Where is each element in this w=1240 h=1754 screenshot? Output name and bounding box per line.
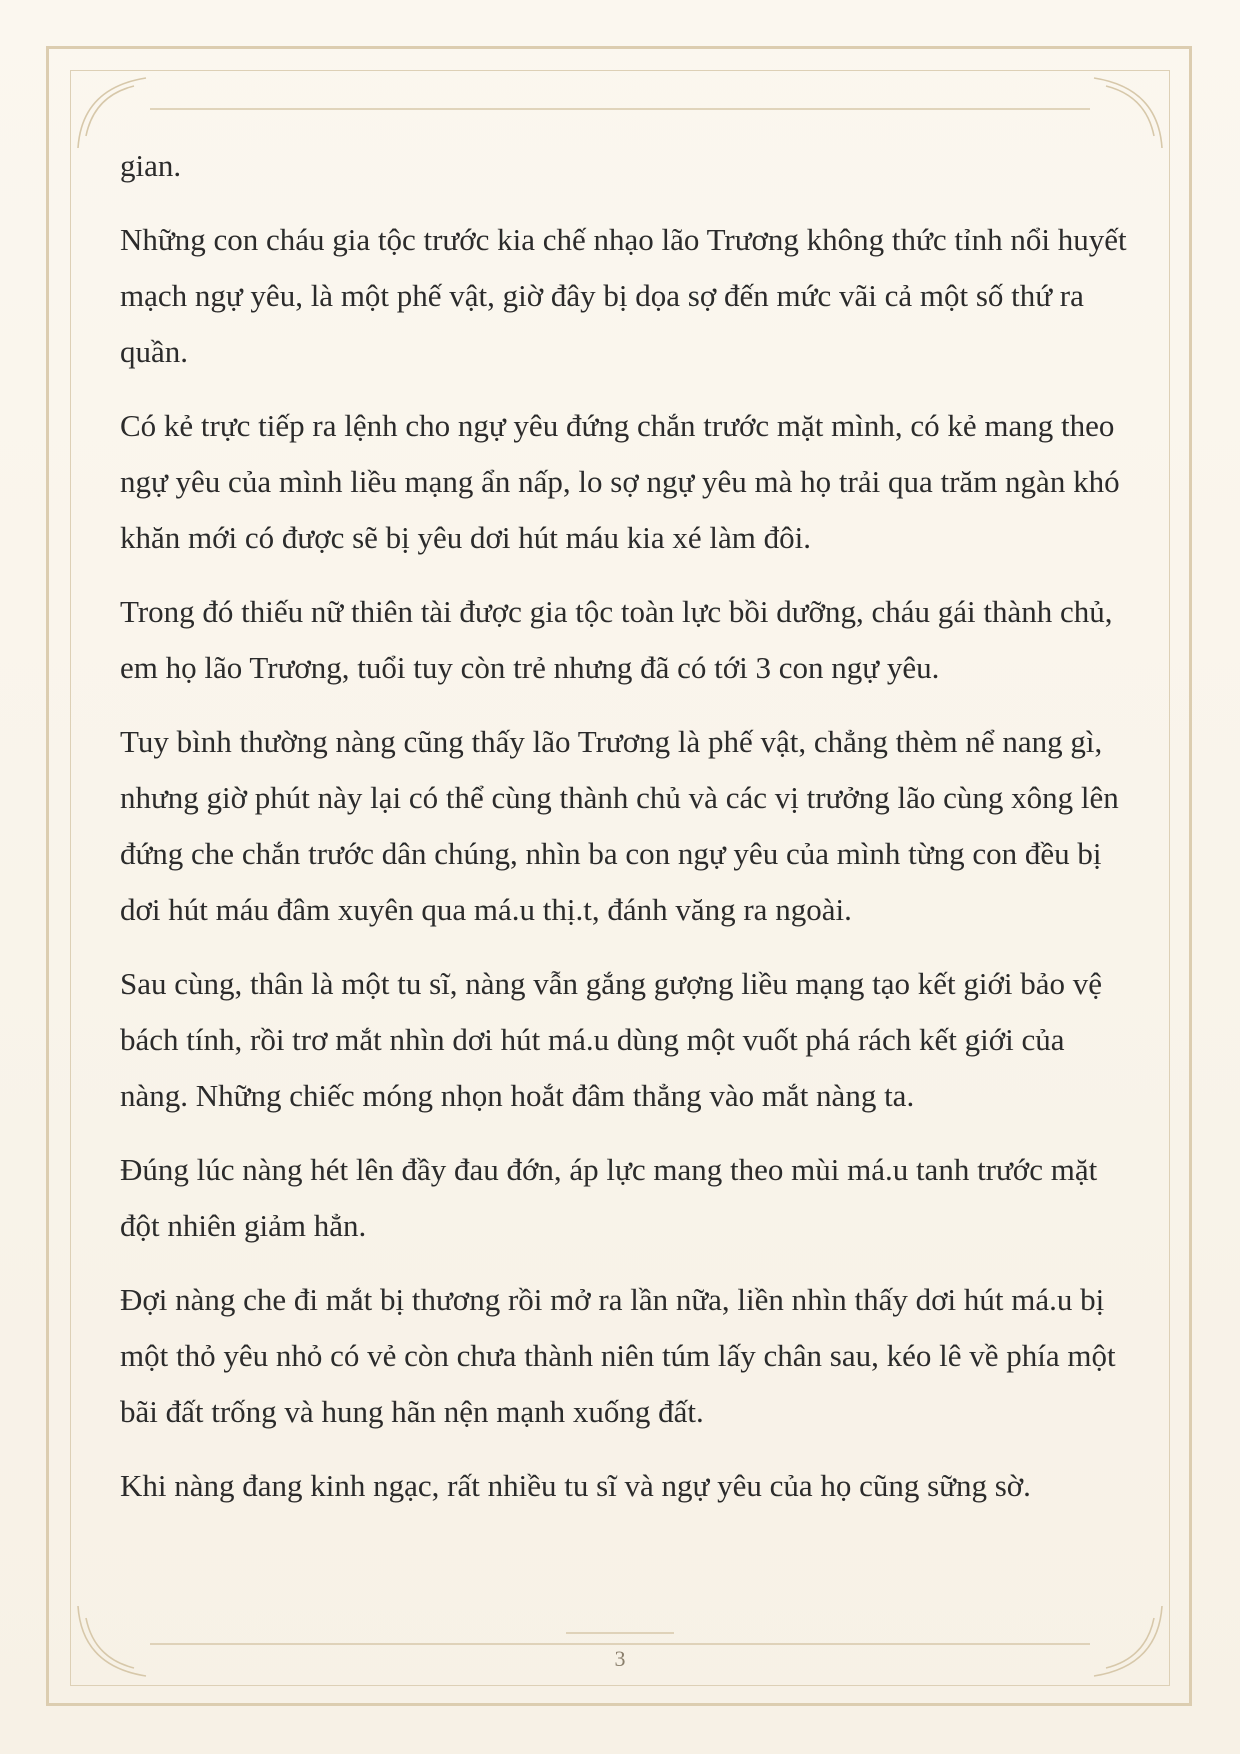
paragraph: Khi nàng đang kinh ngạc, rất nhiều tu sĩ và ngự yêu của họ cũng sững sờ.: [120, 1468, 1031, 1503]
paragraph: Đúng lúc nàng hét lên đầy đau đớn, áp lực mang theo mùi má.u tanh trước mặt đột nhiên giảm hẳn.: [120, 1152, 1098, 1243]
paragraph: Sau cùng, thân là một tu sĩ, nàng vẫn gắng gượng liều mạng tạo kết giới bảo vệ bách tính, rồi trơ mắt nhìn dơi hút má.u dùng một vuốt phá rách kết giới của nàng. Những chiếc móng nhọn hoắt đâm thẳng vào mắt nàng ta.: [120, 966, 1102, 1113]
paragraph: Tuy bình thường nàng cũng thấy lão Trương là phế vật, chẳng thèm nể nang gì, nhưng giờ phút này lại có thể cùng thành chủ và các vị trưởng lão cùng xông lên đứng che chắn trước dân chúng, nhìn ba con ngự yêu của mình từng con đều bị dơi hút máu đâm xuyên qua má.u thị.t, đánh văng ra ngoài.: [120, 724, 1119, 927]
chapter-text: [120, 138, 1130, 1532]
paragraph: Đợi nàng che đi mắt bị thương rồi mở ra lần nữa, liền nhìn thấy dơi hút má.u bị một thỏ yêu nhỏ có vẻ còn chưa thành niên túm lấy chân sau, kéo lê về phía một bãi đất trống và hung hãn nện mạnh xuống đất.: [120, 1282, 1116, 1429]
paragraph: Trong đó thiếu nữ thiên tài được gia tộc toàn lực bồi dưỡng, cháu gái thành chủ, em họ lão Trương, tuổi tuy còn trẻ nhưng đã có tới 3 con ngự yêu.: [120, 594, 1113, 685]
paragraph: gian.: [120, 148, 182, 183]
paragraph: Những con cháu gia tộc trước kia chế nhạo lão Trương không thức tỉnh nổi huyết mạch ngự yêu, là một phế vật, giờ đây bị dọa sợ đến mức vãi cả một số thứ ra quần.: [120, 222, 1127, 369]
paragraph: Có kẻ trực tiếp ra lệnh cho ngự yêu đứng chắn trước mặt mình, có kẻ mang theo ngự yêu của mình liều mạng ẩn nấp, lo sợ ngự yêu mà họ trải qua trăm ngàn khó khăn mới có được sẽ bị yêu dơi hút máu kia xé làm đôi.: [120, 408, 1120, 555]
page-number: 3: [614, 1646, 626, 1671]
